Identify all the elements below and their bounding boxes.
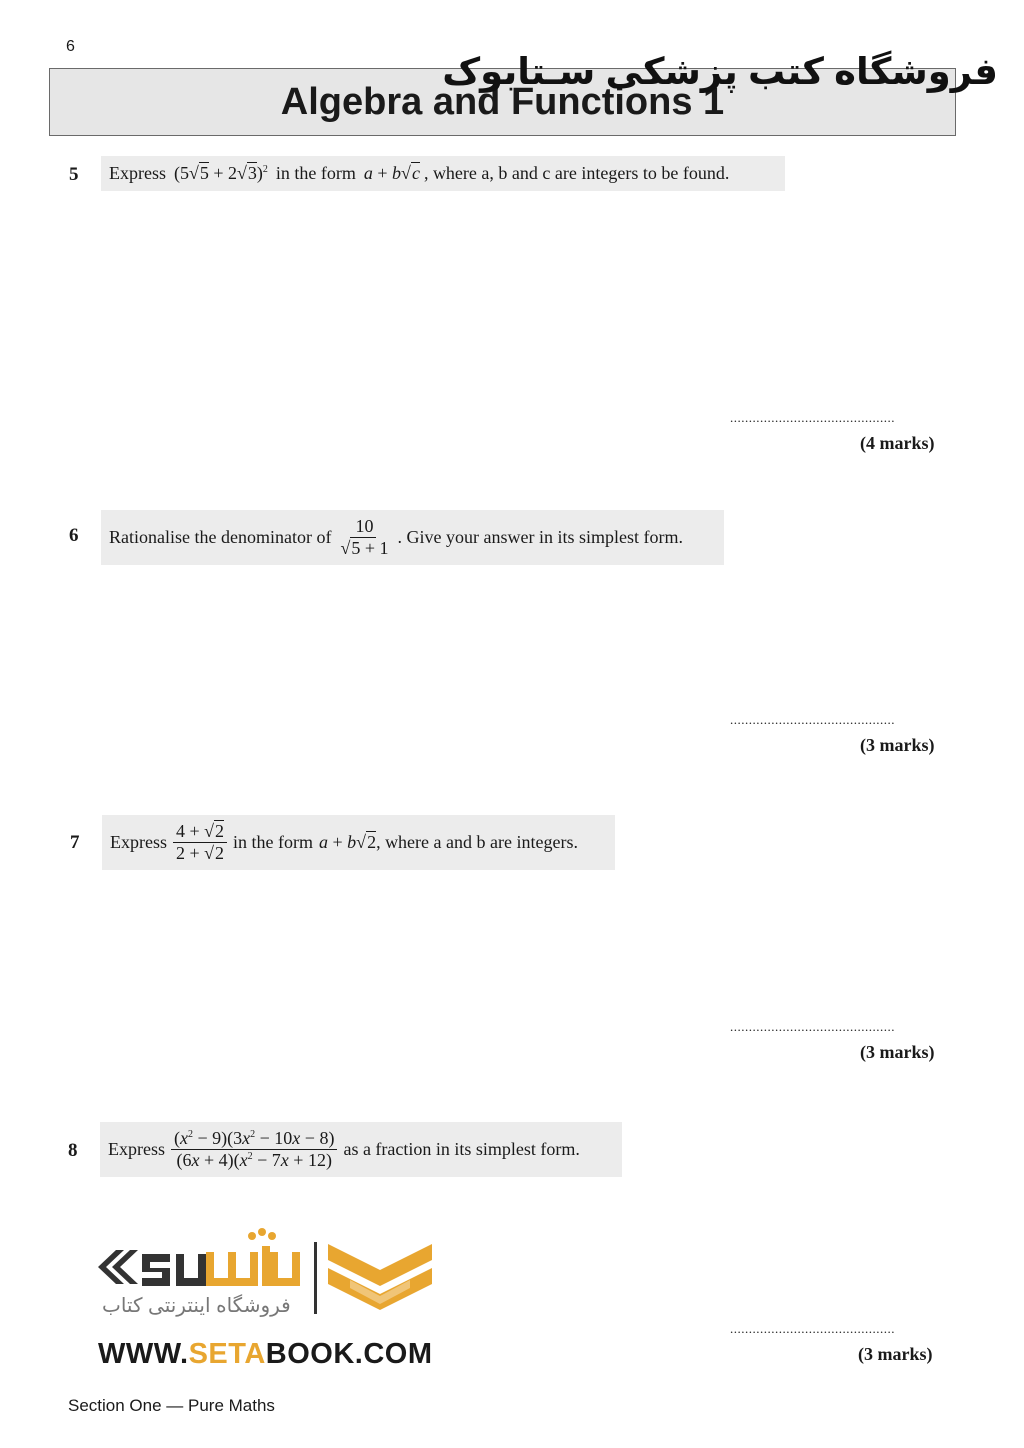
question-5-in-the-form: in the form bbox=[275, 163, 356, 183]
question-6-lead: Rationalise the denominator of bbox=[109, 527, 332, 547]
logo-url bbox=[98, 1338, 433, 1371]
logo-url-accent: SETA bbox=[188, 1338, 266, 1370]
page-title: Algebra and Functions 1 bbox=[280, 81, 725, 123]
question-7-marks: (3 marks) bbox=[860, 1042, 935, 1062]
question-7-in-the-form: in the form bbox=[233, 832, 314, 852]
question-7-tail: , where a and b are integers. bbox=[376, 832, 578, 852]
question-5-lead: Express bbox=[109, 163, 166, 183]
logo-url-suffix: BOOK.COM bbox=[265, 1338, 433, 1370]
question-8-answer-line[interactable]: ............................................ bbox=[730, 1321, 895, 1336]
question-8-box bbox=[100, 1122, 622, 1177]
question-6-fraction: $\frac{10}{√5 + 1}$ bbox=[340, 516, 389, 558]
page-number: 6 bbox=[66, 38, 75, 55]
question-6-tail: . Give your answer in its simplest form. bbox=[397, 527, 683, 547]
question-8-lead: Express bbox=[108, 1139, 165, 1159]
question-7-form: a + b√2 bbox=[319, 832, 377, 852]
question-5-answer-line[interactable]: ............................................ bbox=[730, 410, 895, 425]
watermark-text: فروشگاه کتب پزشکی سـتابوک bbox=[442, 51, 998, 92]
question-8-number: 8 bbox=[68, 1140, 78, 1161]
question-7-lead: Express bbox=[110, 832, 167, 852]
question-8-fraction: $\frac{(x^2 - 9)(3x^2 - 10x - 8)}{(6x + 4)(x^2 - 7x + 12)}$ bbox=[171, 1128, 337, 1170]
section-footer: Section One — Pure Maths bbox=[68, 1396, 275, 1415]
question-5-tail: , where a, b and c are integers to be found. bbox=[423, 163, 730, 183]
question-7-answer-line[interactable]: ............................................ bbox=[730, 1019, 895, 1034]
question-5-marks: (4 marks) bbox=[860, 433, 935, 453]
question-6-marks: (3 marks) bbox=[860, 735, 935, 755]
question-6-number: 6 bbox=[69, 525, 79, 546]
question-5-box bbox=[101, 156, 785, 191]
logo-url-prefix: WWW. bbox=[98, 1338, 189, 1370]
question-8-marks: (3 marks) bbox=[858, 1344, 933, 1364]
question-5-form: a + b√c bbox=[363, 163, 420, 183]
question-7-fraction: $\frac{4 + √2}{2 + √2}$ bbox=[173, 821, 227, 863]
question-5-number: 5 bbox=[69, 164, 79, 185]
question-7-number: 7 bbox=[70, 832, 80, 853]
question-7-box bbox=[102, 815, 615, 870]
logo-tagline: فروشگاه اینترنتی کتاب bbox=[102, 1295, 291, 1317]
question-5-expression: $(5√5 + 2√3)^2$ bbox=[174, 163, 268, 183]
question-8-tail: as a fraction in its simplest form. bbox=[343, 1139, 580, 1159]
question-6-answer-line[interactable]: ............................................ bbox=[730, 712, 895, 727]
question-6-box bbox=[101, 510, 724, 565]
